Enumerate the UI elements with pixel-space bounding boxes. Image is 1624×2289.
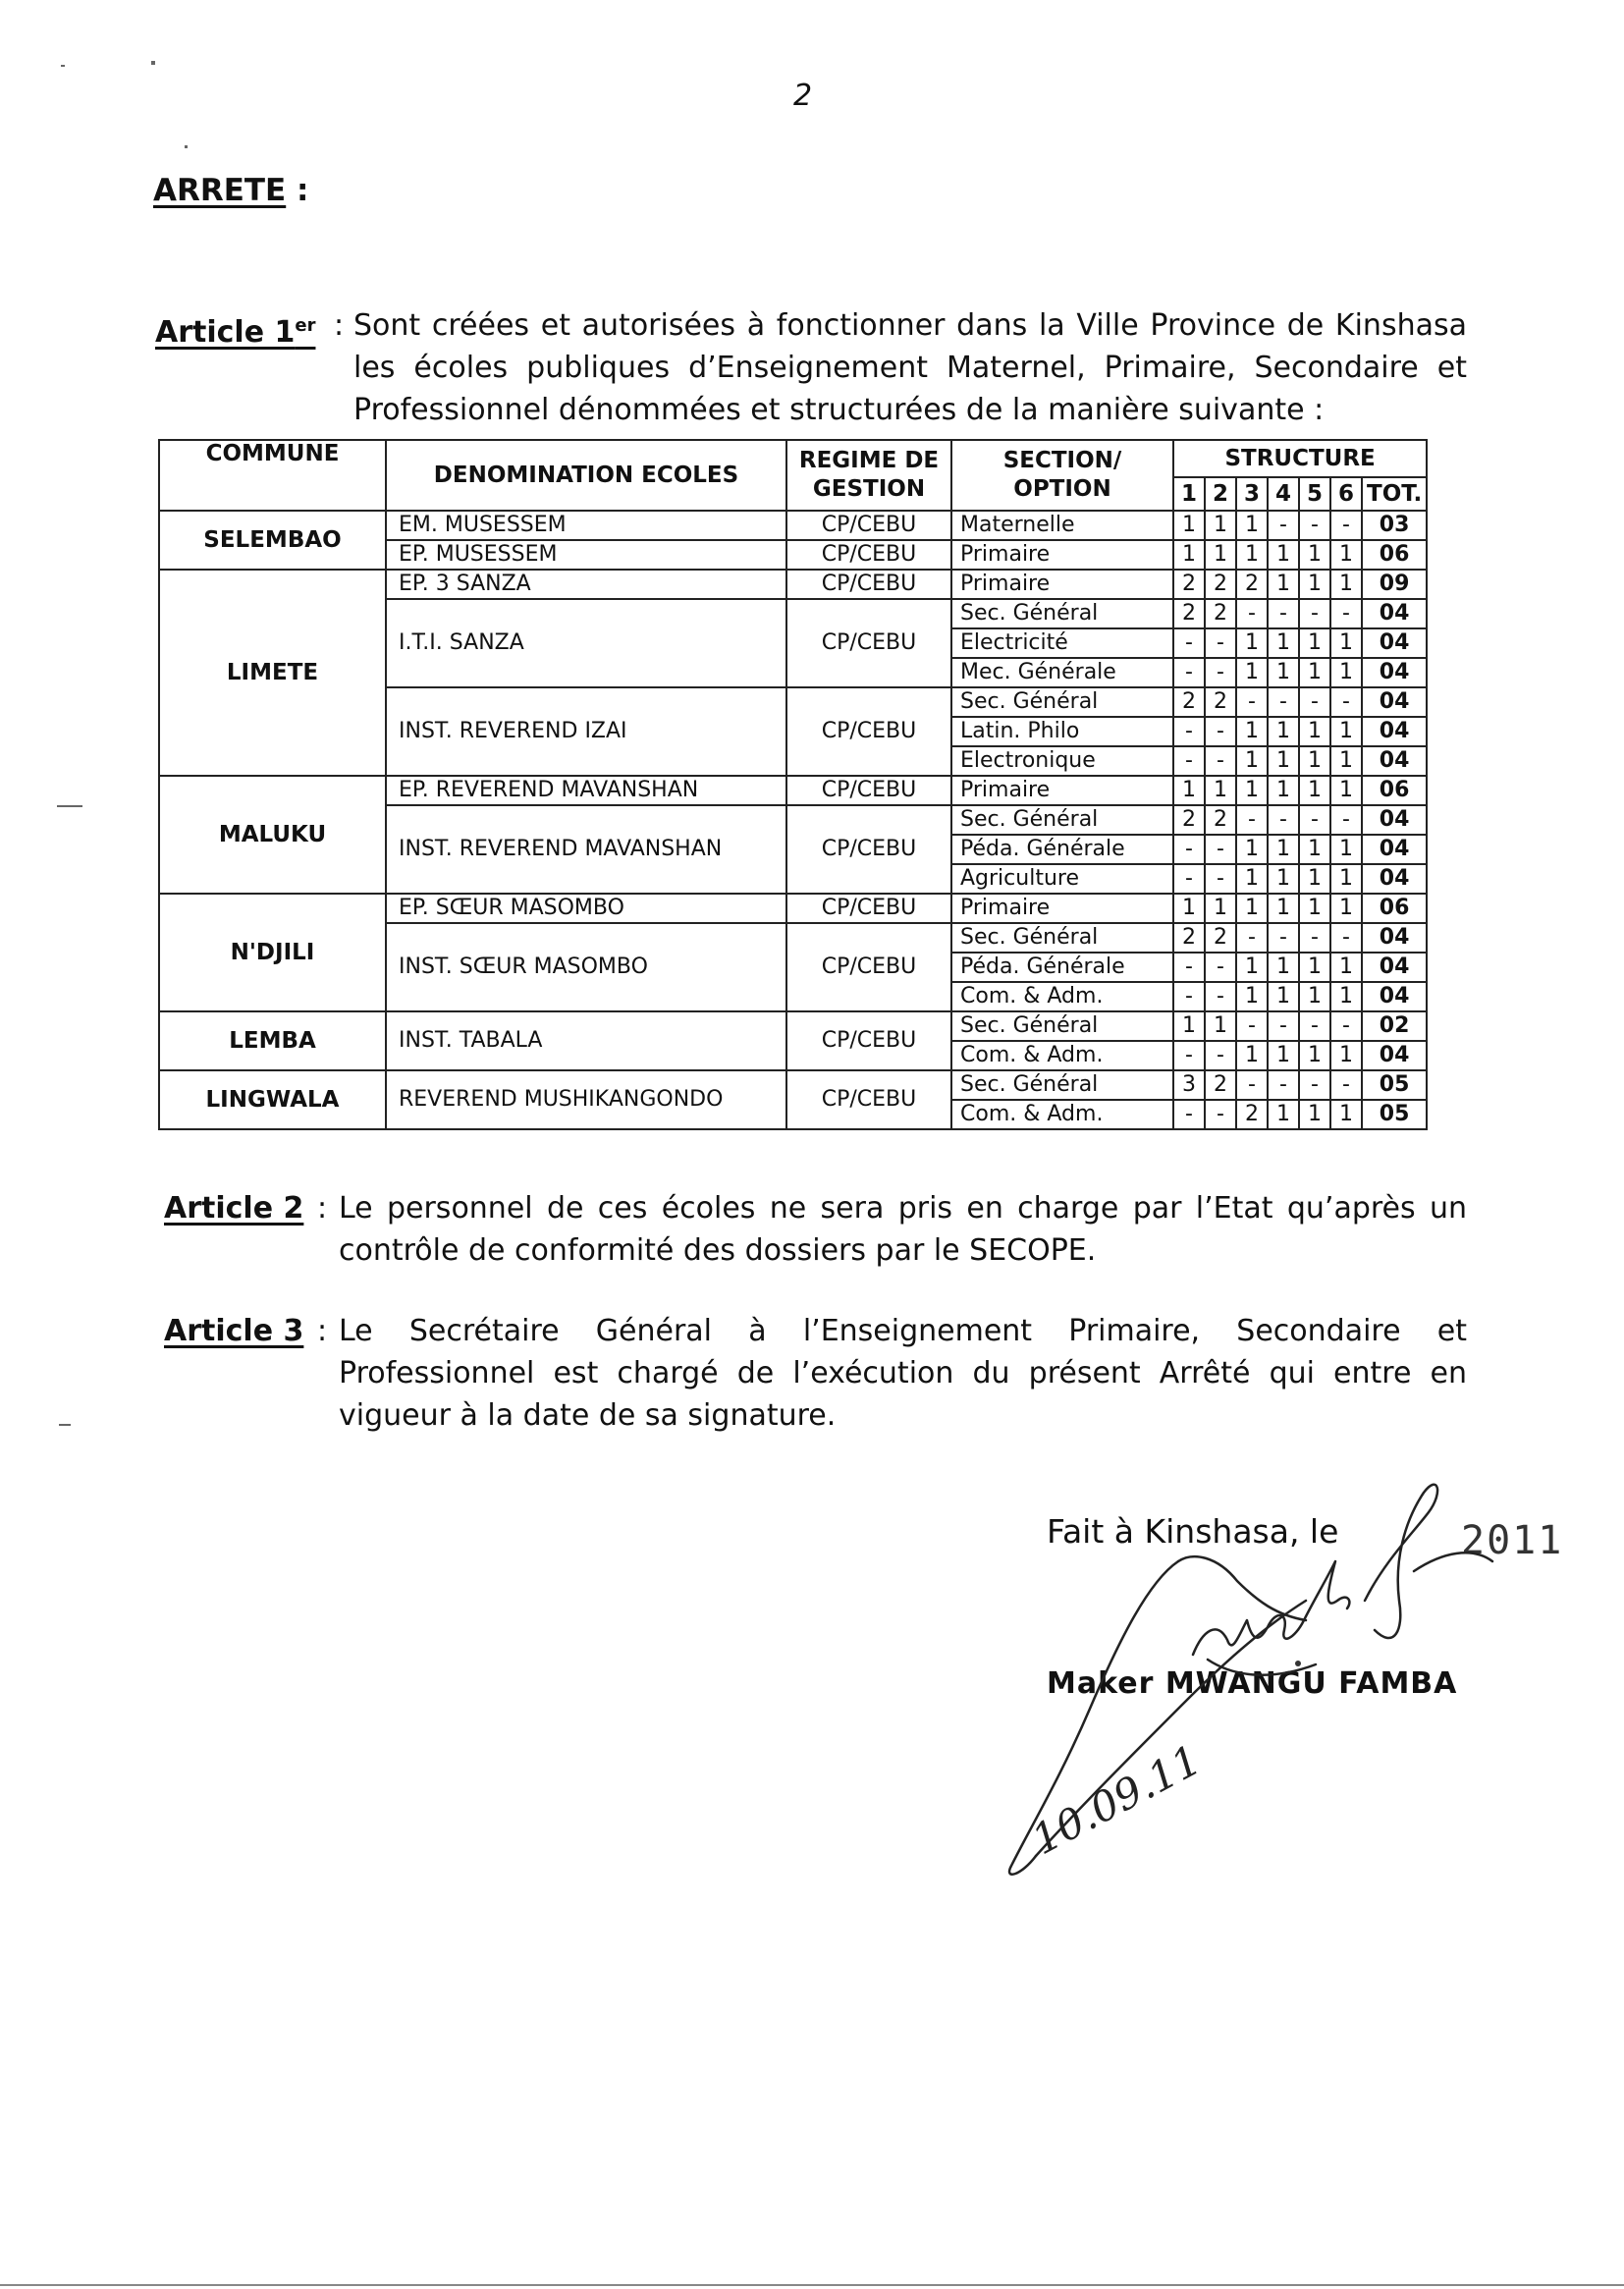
structure-total-cell: 05 <box>1362 1070 1427 1100</box>
table-row <box>159 1070 1427 1100</box>
structure-value-cell: 1 <box>1236 511 1268 540</box>
structure-value-cell: 1 <box>1268 717 1299 746</box>
section-option-cell: Péda. Générale <box>951 953 1173 982</box>
structure-value-cell: - <box>1205 717 1236 746</box>
structure-total-cell: 04 <box>1362 599 1427 628</box>
regime-cell: CP/CEBU <box>786 805 951 894</box>
table-header-row-1 <box>159 440 1427 477</box>
structure-value-cell: 1 <box>1173 540 1205 570</box>
signature-year: 2011 <box>1461 1518 1564 1563</box>
structure-value-cell: - <box>1268 923 1299 953</box>
article-1-colon: : <box>334 308 345 343</box>
school-name-cell: EP. 3 SANZA <box>386 570 786 599</box>
structure-value-cell: 1 <box>1268 1100 1299 1129</box>
structure-value-cell: - <box>1205 746 1236 776</box>
structure-value-cell: 1 <box>1330 628 1362 658</box>
section-option-cell: Péda. Générale <box>951 835 1173 864</box>
structure-value-cell: - <box>1205 953 1236 982</box>
structure-value-cell: - <box>1268 511 1299 540</box>
school-name-cell: REVEREND MUSHIKANGONDO <box>386 1070 786 1129</box>
handwritten-date: 10.09.11 <box>1024 1735 1210 1865</box>
structure-value-cell: 1 <box>1236 776 1268 805</box>
regime-cell: CP/CEBU <box>786 1070 951 1129</box>
header-section-text: SECTION/ OPTION <box>1002 448 1122 502</box>
structure-value-cell: 1 <box>1299 717 1330 746</box>
structure-value-cell: - <box>1330 687 1362 717</box>
article-3-text: Le Secrétaire Général à l’Enseignement Primaire, Secondaire et Professionnel est chargé de l’exécution du présent Arrêté qui entre en vigueur à la date de sa signature. <box>339 1314 1467 1433</box>
regime-cell: CP/CEBU <box>786 923 951 1011</box>
structure-value-cell: 1 <box>1330 658 1362 687</box>
table-row <box>159 776 1427 805</box>
structure-total-cell: 04 <box>1362 864 1427 894</box>
structure-value-cell: - <box>1236 1070 1268 1100</box>
article-2-label: Article 2 <box>164 1191 304 1226</box>
schools-table <box>158 439 1428 1130</box>
commune-cell: LEMBA <box>159 1011 386 1070</box>
structure-value-cell: 1 <box>1236 982 1268 1011</box>
structure-value-cell: - <box>1205 1100 1236 1129</box>
header-structure-col: 2 <box>1205 477 1236 511</box>
table-body <box>159 511 1427 1129</box>
structure-value-cell: 1 <box>1268 894 1299 923</box>
bottom-edge-line <box>0 2284 1624 2286</box>
structure-value-cell: - <box>1299 599 1330 628</box>
school-name-cell: INST. REVEREND IZAI <box>386 687 786 776</box>
header-structure: STRUCTURE <box>1173 440 1427 477</box>
school-name-cell: EP. SŒUR MASOMBO <box>386 894 786 923</box>
table-row <box>159 511 1427 540</box>
regime-cell: CP/CEBU <box>786 570 951 599</box>
structure-value-cell: 2 <box>1236 1100 1268 1129</box>
header-denomination <box>386 440 786 511</box>
structure-value-cell: 1 <box>1330 540 1362 570</box>
structure-value-cell: 1 <box>1299 540 1330 570</box>
article-1-label-sup: er <box>295 315 316 336</box>
regime-cell: CP/CEBU <box>786 776 951 805</box>
structure-value-cell: - <box>1173 717 1205 746</box>
structure-value-cell: 1 <box>1236 540 1268 570</box>
structure-total-cell: 04 <box>1362 953 1427 982</box>
structure-total-cell: 06 <box>1362 540 1427 570</box>
article-1 <box>155 304 1471 442</box>
structure-value-cell: 1 <box>1173 776 1205 805</box>
structure-value-cell: 1 <box>1268 982 1299 1011</box>
structure-value-cell: 1 <box>1299 746 1330 776</box>
header-denomination-text: DENOMINATION ECOLES <box>433 462 739 488</box>
structure-value-cell: 1 <box>1236 1041 1268 1070</box>
section-option-cell: Sec. Général <box>951 687 1173 717</box>
school-name-cell: INST. TABALA <box>386 1011 786 1070</box>
structure-value-cell: 1 <box>1299 864 1330 894</box>
structure-value-cell: - <box>1330 1011 1362 1041</box>
structure-total-cell: 04 <box>1362 805 1427 835</box>
article-2-colon: : <box>317 1191 328 1226</box>
regime-cell: CP/CEBU <box>786 511 951 540</box>
structure-value-cell: - <box>1205 864 1236 894</box>
structure-value-cell: 2 <box>1173 570 1205 599</box>
section-option-cell: Sec. Général <box>951 1070 1173 1100</box>
structure-value-cell: - <box>1205 628 1236 658</box>
school-name-cell: I.T.I. SANZA <box>386 599 786 687</box>
regime-cell: CP/CEBU <box>786 599 951 687</box>
school-name-cell: EM. MUSESSEM <box>386 511 786 540</box>
structure-value-cell: - <box>1236 805 1268 835</box>
structure-value-cell: 1 <box>1330 717 1362 746</box>
regime-cell: CP/CEBU <box>786 1011 951 1070</box>
section-option-cell: Sec. Général <box>951 805 1173 835</box>
structure-value-cell: - <box>1330 805 1362 835</box>
structure-value-cell: 1 <box>1330 746 1362 776</box>
structure-value-cell: 1 <box>1236 835 1268 864</box>
structure-total-cell: 06 <box>1362 776 1427 805</box>
structure-value-cell: 1 <box>1330 864 1362 894</box>
structure-total-cell: 02 <box>1362 1011 1427 1041</box>
section-option-cell: Com. & Adm. <box>951 1041 1173 1070</box>
structure-value-cell: 1 <box>1173 1011 1205 1041</box>
structure-value-cell: - <box>1268 805 1299 835</box>
structure-value-cell: - <box>1173 1100 1205 1129</box>
structure-total-cell: 05 <box>1362 1100 1427 1129</box>
structure-total-cell: 04 <box>1362 658 1427 687</box>
section-option-cell: Agriculture <box>951 864 1173 894</box>
structure-value-cell: - <box>1299 923 1330 953</box>
article-2 <box>164 1187 1480 1285</box>
section-option-cell: Latin. Philo <box>951 717 1173 746</box>
structure-total-cell: 04 <box>1362 687 1427 717</box>
structure-value-cell: - <box>1173 658 1205 687</box>
scan-speck <box>59 1424 71 1426</box>
page-number: 2 <box>793 79 813 113</box>
structure-value-cell: 2 <box>1173 805 1205 835</box>
structure-value-cell: 1 <box>1236 628 1268 658</box>
structure-value-cell: - <box>1173 628 1205 658</box>
header-structure-col: TOT. <box>1362 477 1427 511</box>
structure-value-cell: 1 <box>1268 540 1299 570</box>
structure-value-cell: 1 <box>1268 570 1299 599</box>
structure-value-cell: 1 <box>1205 540 1236 570</box>
section-option-cell: Com. & Adm. <box>951 1100 1173 1129</box>
structure-value-cell: 1 <box>1173 894 1205 923</box>
structure-value-cell: - <box>1173 1041 1205 1070</box>
structure-value-cell: - <box>1173 953 1205 982</box>
structure-value-cell: - <box>1330 599 1362 628</box>
structure-value-cell: 1 <box>1299 835 1330 864</box>
section-option-cell: Primaire <box>951 540 1173 570</box>
structure-value-cell: - <box>1268 687 1299 717</box>
structure-value-cell: 1 <box>1268 776 1299 805</box>
header-structure-col: 3 <box>1236 477 1268 511</box>
header-structure-col: 4 <box>1268 477 1299 511</box>
structure-value-cell: 1 <box>1299 628 1330 658</box>
structure-value-cell: - <box>1236 599 1268 628</box>
commune-cell: N'DJILI <box>159 894 386 1011</box>
structure-value-cell: - <box>1205 982 1236 1011</box>
section-option-cell: Electricité <box>951 628 1173 658</box>
section-option-cell: Maternelle <box>951 511 1173 540</box>
structure-total-cell: 04 <box>1362 746 1427 776</box>
scan-speck <box>185 145 188 148</box>
structure-value-cell: 1 <box>1299 776 1330 805</box>
structure-value-cell: 1 <box>1268 658 1299 687</box>
structure-value-cell: 2 <box>1205 687 1236 717</box>
arrete-heading-colon: : <box>286 173 309 208</box>
structure-value-cell: - <box>1268 1011 1299 1041</box>
structure-value-cell: - <box>1173 982 1205 1011</box>
structure-value-cell: - <box>1268 599 1299 628</box>
structure-value-cell: 1 <box>1205 1011 1236 1041</box>
structure-value-cell: 2 <box>1205 923 1236 953</box>
structure-value-cell: 1 <box>1330 894 1362 923</box>
arrete-heading-text: ARRETE <box>153 173 287 208</box>
structure-value-cell: - <box>1330 923 1362 953</box>
structure-total-cell: 04 <box>1362 923 1427 953</box>
structure-value-cell: - <box>1299 687 1330 717</box>
signature-place: Fait à Kinshasa, le <box>1047 1512 1339 1551</box>
commune-cell: MALUKU <box>159 776 386 894</box>
article-3-colon: : <box>317 1314 328 1348</box>
header-structure-col: 6 <box>1330 477 1362 511</box>
article-1-label-text: Article 1 <box>155 315 296 350</box>
header-commune: COMMUNE <box>159 440 386 511</box>
section-option-cell: Primaire <box>951 894 1173 923</box>
structure-value-cell: - <box>1236 923 1268 953</box>
table-row <box>159 1011 1427 1041</box>
structure-value-cell: - <box>1205 658 1236 687</box>
structure-total-cell: 04 <box>1362 982 1427 1011</box>
structure-value-cell: 2 <box>1205 599 1236 628</box>
commune-cell: LIMETE <box>159 570 386 776</box>
structure-value-cell: - <box>1236 687 1268 717</box>
structure-value-cell: 1 <box>1205 776 1236 805</box>
regime-cell: CP/CEBU <box>786 687 951 776</box>
regime-cell: CP/CEBU <box>786 894 951 923</box>
structure-value-cell: 1 <box>1330 776 1362 805</box>
structure-value-cell: 3 <box>1173 1070 1205 1100</box>
structure-value-cell: 1 <box>1268 864 1299 894</box>
section-option-cell: Electronique <box>951 746 1173 776</box>
structure-total-cell: 04 <box>1362 1041 1427 1070</box>
structure-value-cell: 2 <box>1173 687 1205 717</box>
structure-value-cell: - <box>1299 805 1330 835</box>
commune-cell: LINGWALA <box>159 1070 386 1129</box>
section-option-cell: Sec. Général <box>951 1011 1173 1041</box>
signatory-name: Maker MWANGU FAMBA <box>1047 1666 1458 1701</box>
header-structure-col: 5 <box>1299 477 1330 511</box>
header-regime-text: REGIME DE GESTION <box>798 448 940 502</box>
structure-value-cell: 1 <box>1268 835 1299 864</box>
structure-value-cell: - <box>1299 1070 1330 1100</box>
structure-value-cell: 2 <box>1173 599 1205 628</box>
structure-value-cell: 2 <box>1205 570 1236 599</box>
structure-value-cell: 1 <box>1268 1041 1299 1070</box>
structure-value-cell: 1 <box>1299 1100 1330 1129</box>
structure-value-cell: 1 <box>1236 717 1268 746</box>
structure-value-cell: - <box>1268 1070 1299 1100</box>
header-section <box>951 440 1173 511</box>
arrete-heading <box>153 173 308 208</box>
structure-value-cell: 1 <box>1268 953 1299 982</box>
structure-value-cell: - <box>1330 511 1362 540</box>
structure-value-cell: 1 <box>1268 746 1299 776</box>
structure-total-cell: 04 <box>1362 835 1427 864</box>
table-row <box>159 894 1427 923</box>
commune-cell: SELEMBAO <box>159 511 386 570</box>
school-name-cell: INST. SŒUR MASOMBO <box>386 923 786 1011</box>
structure-value-cell: 1 <box>1236 953 1268 982</box>
structure-value-cell: - <box>1330 1070 1362 1100</box>
structure-total-cell: 04 <box>1362 628 1427 658</box>
structure-value-cell: 2 <box>1205 805 1236 835</box>
structure-value-cell: 2 <box>1205 1070 1236 1100</box>
article-3 <box>164 1310 1480 1457</box>
structure-value-cell: - <box>1236 1011 1268 1041</box>
regime-cell: CP/CEBU <box>786 540 951 570</box>
article-1-text: Sont créées et autorisées à fonctionner dans la Ville Province de Kinshasa les écoles publiques d’Enseignement Maternel, Primaire, Secondaire et Professionnel dénommées et structurées de la manière suivante : <box>353 308 1467 427</box>
structure-value-cell: - <box>1173 746 1205 776</box>
structure-total-cell: 06 <box>1362 894 1427 923</box>
structure-value-cell: 1 <box>1236 658 1268 687</box>
structure-value-cell: - <box>1173 835 1205 864</box>
scan-speck <box>151 61 155 65</box>
structure-value-cell: 1 <box>1330 835 1362 864</box>
section-option-cell: Sec. Général <box>951 923 1173 953</box>
table-row <box>159 570 1427 599</box>
structure-value-cell: 1 <box>1236 746 1268 776</box>
structure-value-cell: 1 <box>1299 894 1330 923</box>
structure-value-cell: 1 <box>1330 570 1362 599</box>
structure-value-cell: - <box>1205 1041 1236 1070</box>
article-1-label <box>155 304 315 354</box>
school-name-cell: INST. REVEREND MAVANSHAN <box>386 805 786 894</box>
structure-value-cell: - <box>1299 511 1330 540</box>
structure-value-cell: 1 <box>1330 1100 1362 1129</box>
structure-value-cell: 1 <box>1299 658 1330 687</box>
structure-value-cell: 1 <box>1236 864 1268 894</box>
structure-value-cell: - <box>1299 1011 1330 1041</box>
section-option-cell: Primaire <box>951 776 1173 805</box>
school-name-cell: EP. REVEREND MAVANSHAN <box>386 776 786 805</box>
structure-value-cell: - <box>1173 864 1205 894</box>
structure-value-cell: 1 <box>1236 894 1268 923</box>
structure-value-cell: 1 <box>1330 1041 1362 1070</box>
structure-value-cell: 1 <box>1205 511 1236 540</box>
section-option-cell: Primaire <box>951 570 1173 599</box>
header-structure-col: 1 <box>1173 477 1205 511</box>
structure-value-cell: 1 <box>1268 628 1299 658</box>
structure-value-cell: 1 <box>1330 953 1362 982</box>
header-regime <box>786 440 951 511</box>
section-option-cell: Com. & Adm. <box>951 982 1173 1011</box>
structure-value-cell: - <box>1205 835 1236 864</box>
scan-speck <box>57 805 82 807</box>
structure-total-cell: 09 <box>1362 570 1427 599</box>
scan-speck <box>61 65 65 67</box>
structure-total-cell: 04 <box>1362 717 1427 746</box>
structure-value-cell: 1 <box>1299 570 1330 599</box>
section-option-cell: Sec. Général <box>951 599 1173 628</box>
structure-total-cell: 03 <box>1362 511 1427 540</box>
school-name-cell: EP. MUSESSEM <box>386 540 786 570</box>
structure-value-cell: 1 <box>1173 511 1205 540</box>
structure-value-cell: 2 <box>1173 923 1205 953</box>
structure-value-cell: 1 <box>1299 953 1330 982</box>
article-2-text: Le personnel de ces écoles ne sera pris en charge par l’Etat qu’après un contrôle de conformité des dossiers par le SECOPE. <box>339 1191 1467 1268</box>
structure-value-cell: 1 <box>1299 982 1330 1011</box>
article-3-label: Article 3 <box>164 1314 304 1348</box>
structure-value-cell: 2 <box>1236 570 1268 599</box>
structure-value-cell: 1 <box>1330 982 1362 1011</box>
section-option-cell: Mec. Générale <box>951 658 1173 687</box>
structure-value-cell: 1 <box>1299 1041 1330 1070</box>
structure-value-cell: 1 <box>1205 894 1236 923</box>
